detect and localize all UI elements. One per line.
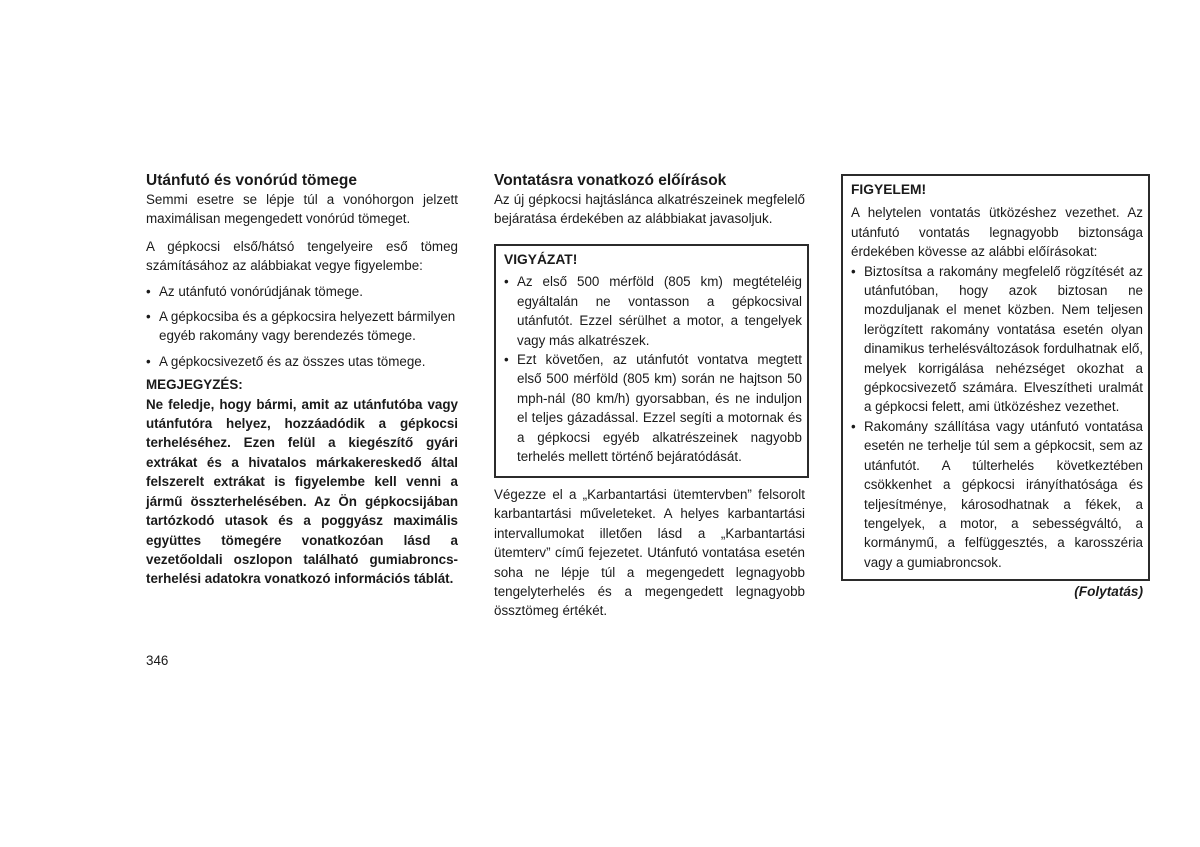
list-item: • A gépkocsiba és a gépkocsira helyezett bármilyen egyéb rakomány vagy berendezés tömege. bbox=[146, 307, 458, 346]
caution-box bbox=[494, 244, 809, 478]
section-heading-trailer-weight: Utánfutó és vonórúd tömege bbox=[146, 172, 357, 189]
list-item: • Az első 500 mérföld (805 km) megtételéig egyáltalán ne vontasson a gépkocsival utánfutót. Ezzel sérülhet a motor, a tengelyek vagy más alkatrészek. bbox=[504, 272, 802, 350]
list-item: • Az utánfutó vonórúdjának tömege. bbox=[146, 282, 458, 301]
caution-title: VIGYÁZAT! bbox=[504, 252, 578, 267]
intro-paragraph: Az új gépkocsi hajtáslánca alkatrészeinek megfelelő bejáratása érdekében az alábbiakat javasoljuk. bbox=[494, 192, 805, 227]
section-heading-towing-requirements: Vontatásra vonatkozó előírások bbox=[494, 172, 727, 189]
note-heading: MEGJEGYZÉS: bbox=[146, 377, 243, 393]
column-middle bbox=[494, 171, 805, 229]
page-number: 346 bbox=[146, 653, 169, 668]
weight-factors-list bbox=[146, 282, 458, 372]
warning-list bbox=[851, 262, 1143, 573]
continued-note: (Folytatás) bbox=[1074, 584, 1143, 599]
list-item: • Ezt követően, az utánfutót vontatva megtett első 500 mérföld (805 km) során ne hajtson 50 mph-nál (80 km/h) gyorsabban, és ne induljon el teljes gázadással. Ezzel segíti a motornak és a gépkocsi egyéb alkatrészeinek nagyobb terhelés mellett történő bejáratódását. bbox=[504, 350, 802, 466]
warning-box bbox=[841, 174, 1150, 581]
intro-paragraph: Semmi esetre se lépje túl a vonóhorgon jelzett maximálisan megengedett vonórúd tömeget. bbox=[146, 192, 458, 227]
maintenance-paragraph-block bbox=[494, 485, 805, 621]
list-item: • Rakomány szállítása vagy utánfutó vontatása esetén ne terhelje túl sem a gépkocsit, sem az utánfutót. A túlterhelés következtében csökkenhet a gépkocsi irányíthatósága és teljesítménye, károsodhatnak a fékek, a tengelyek, a motor, a sebességváltó, a kormánymű, a felfüggesztés, a karosszéria vagy a gumiabroncsok. bbox=[851, 417, 1143, 572]
axle-weight-paragraph: A gépkocsi első/hátsó tengelyeire eső tömeg számításához az alábbiakat vegye figyelembe: bbox=[146, 238, 458, 274]
column-left bbox=[146, 171, 458, 589]
warning-intro: A helytelen vontatás ütközéshez vezethet. Az utánfutó vontatás legnagyobb biztonsága érdekében kövesse az alábbi előírásokat: bbox=[851, 205, 1143, 260]
list-item: • A gépkocsivezető és az összes utas tömege. bbox=[146, 352, 458, 371]
note-text: Ne feledje, hogy bármi, amit az utánfutóba vagy utánfutóra helyez, hozzáadódik a gépkocsi terheléséhez. Ezen felül a kiegészítő gyári extrákat és a hivatalos márkakereskedő által felszerelt extrákat is figyelembe kell venni a jármű összterhelésében. Az Ön gépkocsijában tartózkodó utasok és a poggyász maximális együttes tömegére vonatkozóan lásd a vezetőoldali oszlopon található gumiabroncs-terhelési adatokra vonatkozó információs táblát. bbox=[146, 396, 458, 587]
maintenance-paragraph: Végezze el a „Karbantartási ütemtervben” felsorolt karbantartási műveleteket. A helyes karbantartási intervallumokat illetően lásd a „Karbantartási ütemterv” című fejezetet. Utánfutó vontatása esetén soha ne lépje túl a megengedett legnagyobb tengelyterhelés és a megengedett legnagyobb össztömeg értékét. bbox=[494, 487, 805, 619]
caution-list bbox=[504, 272, 802, 466]
warning-title: FIGYELEM! bbox=[851, 182, 927, 197]
list-item: • Biztosítsa a rakomány megfelelő rögzítését az utánfutóban, hogy azok biztosan ne mozduljanak el menet közben. Nem teljesen lerögzített rakomány vontatása esetén olyan dinamikus terhelésváltozások fordulhatnak elő, melyek korrigálása nehézséget okozhat a gépkocsivezető számára. Elveszítheti uralmát a gépkocsi felett, ami ütközéshez vezethet. bbox=[851, 262, 1143, 417]
